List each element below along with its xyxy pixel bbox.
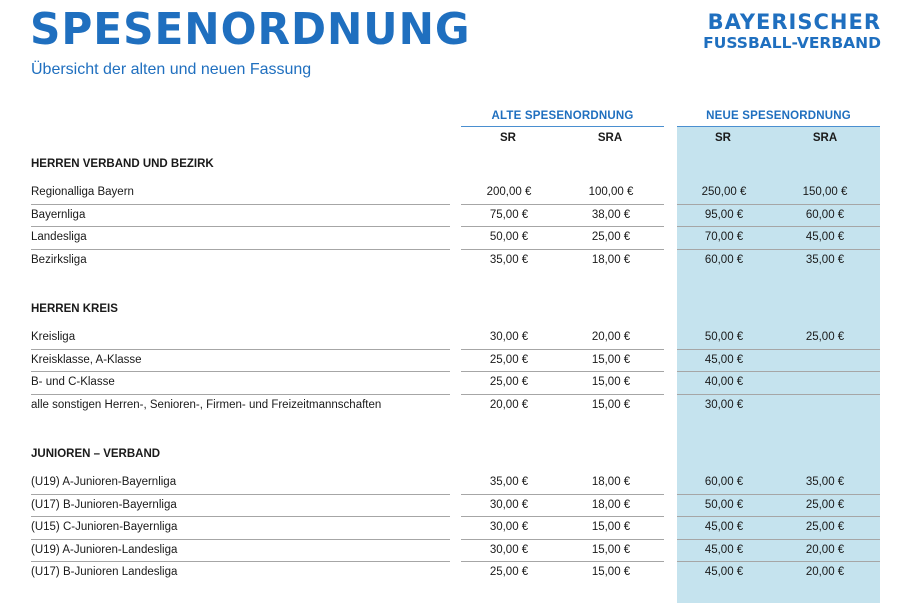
cell-old-sra: 18,00 € bbox=[591, 498, 631, 511]
cell-old-sra: 15,00 € bbox=[591, 543, 631, 556]
table-row bbox=[31, 517, 880, 539]
cell-old-sr: 30,00 € bbox=[489, 521, 529, 533]
col-header-new-sr: SR bbox=[715, 132, 731, 144]
logo-line-1: BAYERISCHER bbox=[707, 10, 881, 34]
cell-old-sra: 100,00 € bbox=[588, 186, 634, 198]
cell-old-sr: 25,00 € bbox=[489, 353, 529, 366]
cell-old-sr: 30,00 € bbox=[489, 331, 529, 343]
cell-old-sr: 75,00 € bbox=[489, 208, 529, 221]
cell-old-sr: 30,00 € bbox=[489, 543, 529, 556]
table-row bbox=[31, 472, 880, 494]
row-label: Bezirksliga bbox=[31, 253, 87, 266]
cell-new-sra: 25,00 € bbox=[805, 521, 845, 533]
group-header-new: NEUE SPESENORDNUNG bbox=[677, 108, 880, 127]
section-title: HERREN VERBAND UND BEZIRK bbox=[31, 158, 214, 170]
row-label: (U17) B-Junioren Landesliga bbox=[31, 566, 178, 578]
table-row bbox=[31, 562, 880, 584]
row-label: (U19) A-Junioren-Bayernliga bbox=[31, 476, 177, 488]
cell-new-sra: 45,00 € bbox=[805, 231, 845, 243]
table-row bbox=[31, 227, 880, 249]
cell-old-sr: 35,00 € bbox=[489, 476, 529, 488]
table-row bbox=[31, 540, 880, 562]
cell-new-sr: 50,00 € bbox=[704, 331, 744, 343]
cell-new-sr: 45,00 € bbox=[704, 543, 744, 556]
cell-new-sra: 35,00 € bbox=[805, 253, 845, 266]
cell-old-sr: 25,00 € bbox=[489, 566, 529, 578]
logo-line-2: FUSSBALL-VERBAND bbox=[703, 34, 881, 52]
cell-old-sr: 20,00 € bbox=[489, 398, 529, 411]
cell-old-sr: 25,00 € bbox=[489, 376, 529, 388]
cell-new-sr: 45,00 € bbox=[704, 353, 744, 366]
cell-old-sra: 38,00 € bbox=[591, 208, 631, 221]
cell-old-sra: 15,00 € bbox=[591, 521, 631, 533]
section-title: HERREN KREIS bbox=[31, 303, 118, 315]
cell-new-sr: 70,00 € bbox=[704, 231, 744, 243]
cell-old-sra: 20,00 € bbox=[591, 331, 631, 343]
cell-new-sr: 250,00 € bbox=[701, 186, 747, 198]
row-label: Kreisliga bbox=[31, 331, 76, 343]
section-title: JUNIOREN – VERBAND bbox=[31, 448, 161, 460]
table-row bbox=[31, 372, 880, 394]
cell-old-sra: 15,00 € bbox=[591, 566, 631, 578]
row-label: (U15) C-Junioren-Bayernliga bbox=[31, 521, 178, 533]
page-subtitle: Übersicht der alten und neuen Fassung bbox=[31, 61, 312, 78]
row-label: B- und C-Klasse bbox=[31, 376, 115, 388]
cell-old-sr: 35,00 € bbox=[489, 253, 529, 266]
cell-new-sra: 35,00 € bbox=[805, 476, 845, 488]
cell-old-sr: 50,00 € bbox=[489, 231, 529, 243]
table-row bbox=[31, 327, 880, 349]
cell-old-sra: 15,00 € bbox=[591, 376, 631, 388]
table-row bbox=[31, 495, 880, 517]
cell-old-sra: 15,00 € bbox=[591, 353, 631, 366]
table-row bbox=[31, 182, 880, 204]
table-row bbox=[31, 250, 880, 272]
row-label: Regionalliga Bayern bbox=[31, 186, 134, 198]
cell-old-sra: 15,00 € bbox=[591, 398, 631, 411]
cell-old-sra: 18,00 € bbox=[591, 253, 631, 266]
cell-old-sra: 18,00 € bbox=[591, 476, 631, 488]
cell-new-sra: 20,00 € bbox=[805, 543, 845, 556]
cell-new-sr: 60,00 € bbox=[704, 253, 744, 266]
row-label: Landesliga bbox=[31, 231, 87, 243]
cell-new-sra: 20,00 € bbox=[805, 566, 845, 578]
cell-new-sr: 60,00 € bbox=[704, 476, 744, 488]
cell-new-sra: 60,00 € bbox=[805, 208, 845, 221]
row-label: Kreisklasse, A-Klasse bbox=[31, 353, 142, 366]
page-title: SPESENORDNUNG bbox=[30, 4, 471, 55]
cell-new-sr: 30,00 € bbox=[704, 398, 744, 411]
row-label: (U17) B-Junioren-Bayernliga bbox=[31, 498, 177, 511]
cell-old-sra: 25,00 € bbox=[591, 231, 631, 243]
table-row bbox=[31, 350, 880, 372]
cell-new-sr: 50,00 € bbox=[704, 498, 744, 511]
row-label: Bayernliga bbox=[31, 208, 86, 221]
col-header-old-sr: SR bbox=[500, 132, 516, 144]
col-header-new-sra: SRA bbox=[812, 132, 838, 144]
cell-old-sr: 200,00 € bbox=[486, 186, 532, 198]
cell-new-sr: 45,00 € bbox=[704, 566, 744, 578]
table-row bbox=[31, 395, 880, 417]
cell-new-sra: 150,00 € bbox=[802, 186, 848, 198]
cell-new-sr: 40,00 € bbox=[704, 376, 744, 388]
bfv-logo bbox=[703, 10, 881, 52]
row-label: alle sonstigen Herren-, Senioren-, Firmen- und Freizeitmannschaften bbox=[31, 398, 382, 411]
cell-new-sra: 25,00 € bbox=[805, 331, 845, 343]
cell-old-sr: 30,00 € bbox=[489, 498, 529, 511]
cell-new-sra: 25,00 € bbox=[805, 498, 845, 511]
row-label: (U19) A-Junioren-Landesliga bbox=[31, 543, 178, 556]
col-header-old-sra: SRA bbox=[597, 132, 623, 144]
group-header-old: ALTE SPESENORDNUNG bbox=[461, 108, 664, 127]
cell-new-sr: 45,00 € bbox=[704, 521, 744, 533]
table-row bbox=[31, 205, 880, 227]
cell-new-sr: 95,00 € bbox=[704, 208, 744, 221]
